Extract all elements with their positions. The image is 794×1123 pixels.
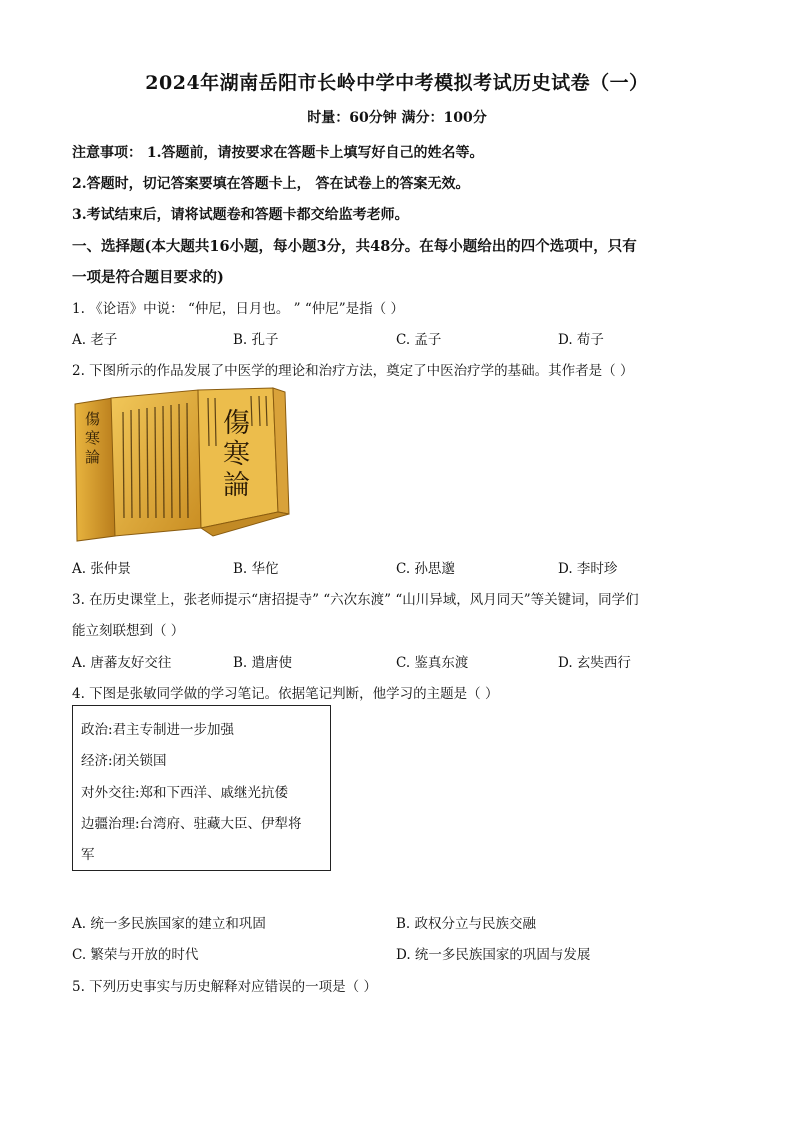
note-line-politics: 政治:君主专制进一步加强 [81,722,235,738]
notice-line-3: 3.考试结束后，请将试题卷和答题卡都交给监考老师。 [72,207,409,223]
section-heading-cont: 一项是符合题目要求的) [72,269,224,286]
note-line-frontier-cont: 军 [81,847,95,863]
q2-option-d: D. 李时珍 [558,561,618,577]
book-title-side: 傷寒論 [85,410,101,466]
q1-option-b: B. 孔子 [233,332,279,348]
q1-option-c: C. 孟子 [396,332,442,348]
q4-option-d: D. 统一多民族国家的巩固与发展 [396,947,591,963]
exam-meta: 时量：60分钟 满分：100分 [307,110,487,126]
page-title: 2024年湖南岳阳市长岭中学中考模拟考试历史试卷（一） [145,72,649,94]
q2-option-a: A. 张仲景 [72,561,131,577]
notice-line-2: 2.答题时，切记答案要填在答题卡上， 答在试卷上的答案无效。 [72,176,470,192]
study-note-box [72,705,331,871]
q2-option-c: C. 孙思邈 [396,561,455,577]
question-3-stem-cont: 能立刻联想到（ ） [72,623,185,639]
shanghan-lun-book-image [73,386,303,544]
section-heading: 一、选择题(本大题共16小题，每小题3分，共48分。在每小题给出的四个选项中，只有 [72,238,637,255]
q4-option-a: A. 统一多民族国家的建立和巩固 [72,916,266,932]
q1-option-a: A. 老子 [72,332,118,348]
question-4-stem: 4. 下图是张敏同学做的学习笔记。依据笔记判断，他学习的主题是（ ） [72,686,499,702]
q2-option-b: B. 华佗 [233,561,279,577]
question-1-stem: 1. 《论语》中说： “仲尼，日月也。 ” “仲尼”是指（ ） [72,301,404,317]
question-5-stem: 5. 下列历史事实与历史解释对应错误的一项是（ ） [72,979,377,995]
q3-option-c: C. 鉴真东渡 [396,655,469,671]
note-line-economy: 经济:闭关锁国 [81,753,167,769]
notice-line-1: 注意事项： 1.答题前，请按要求在答题卡上填写好自己的姓名等。 [72,145,484,161]
q3-option-d: D. 玄奘西行 [558,655,631,671]
book-title-large: 傷寒論 [223,408,250,501]
question-3-stem: 3. 在历史课堂上，张老师提示“唐招提寺” “六次东渡” “山川异域，风月同天”等关键词，同学们 [72,592,639,608]
question-2-stem: 2. 下图所示的作品发展了中医学的理论和治疗方法，奠定了中医治疗学的基础。其作者是（ ） [72,363,634,379]
q3-option-a: A. 唐蕃友好交往 [72,655,172,671]
note-line-foreign: 对外交往:郑和下西洋、戚继光抗倭 [81,785,289,801]
note-line-frontier: 边疆治理:台湾府、驻藏大臣、伊犁将 [81,816,302,832]
q3-option-b: B. 遣唐使 [233,655,293,671]
q1-option-d: D. 荀子 [558,332,604,348]
q4-option-c: C. 繁荣与开放的时代 [72,947,199,963]
q4-option-b: B. 政权分立与民族交融 [396,916,537,932]
